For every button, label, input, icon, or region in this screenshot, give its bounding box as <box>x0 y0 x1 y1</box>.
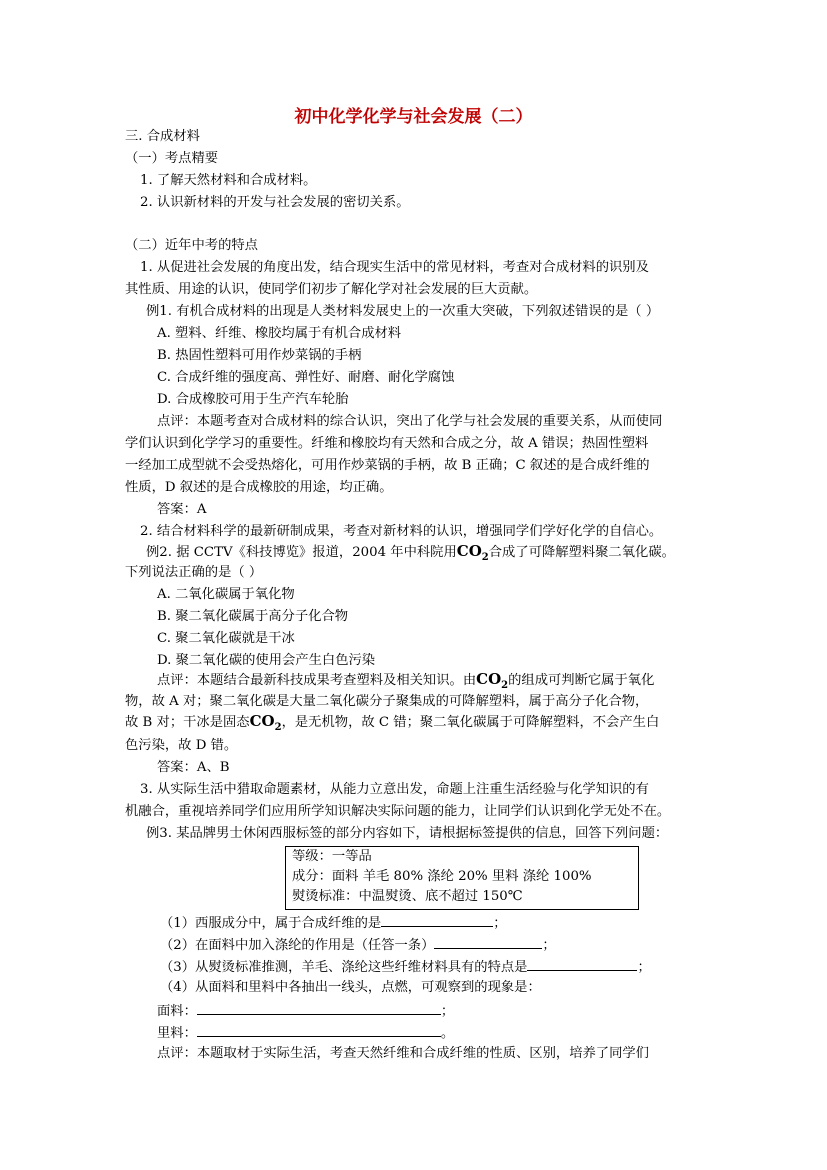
text: 例2. 据 CCTV《科技博览》报道，2004 年中科院用 <box>146 545 457 560</box>
formula-co2: $CO_2$ <box>249 712 282 733</box>
comment: 色污染，故 D 错。 <box>125 738 238 753</box>
text: 合成了可降解塑料聚二氧化碳。 <box>488 545 675 560</box>
comment: 性质，D 叙述的是合成橡胶的用途，均正确。 <box>125 480 393 495</box>
option: C. 合成纤维的强度高、弹性好、耐磨、耐化学腐蚀 <box>157 370 455 385</box>
answer-blank[interactable] <box>527 957 637 971</box>
part1-item: 1. 了解天然材料和合成材料。 <box>140 173 317 188</box>
garment-label <box>285 846 639 910</box>
example-2-question: 下列说法正确的是（ ） <box>125 565 263 580</box>
answer-blank[interactable] <box>434 935 542 949</box>
comment: 点评：本题结合最新科技成果考查塑料及相关知识。由$CO_2$的组成可判断它属于氧化 <box>157 670 655 691</box>
paragraph: 2. 结合材料科学的最新研制成果，考查对新材料的认识，增强同学们学好化学的自信心。 <box>140 524 663 539</box>
option: D. 合成橡胶可用于生产汽车轮胎 <box>157 392 349 407</box>
lining-answer-line: 里料： 。 <box>157 1023 454 1043</box>
label-composition: 成分：面料 羊毛 80% 涤纶 20% 里料 涤纶 100% <box>292 869 592 884</box>
document-title: 初中化学化学与社会发展（二） <box>294 107 533 127</box>
sub-question: （1）西服成分中，属于合成纤维的是 ； <box>160 913 507 933</box>
sub-question: （3）从熨烫标准推测，羊毛、涤纶这些纤维材料具有的特点是 ； <box>160 957 651 977</box>
example-3-question: 例3. 某品牌男士休闲西服标签的部分内容如下，请根据标签提供的信息，回答下列问题： <box>146 826 669 841</box>
answer-blank[interactable] <box>197 1001 441 1015</box>
comment: 一经加工成型就不会受热熔化，可用作炒菜锅的手柄，故 B 正确；C 叙述的是合成纤维的 <box>125 458 650 473</box>
example-1-question: 例1. 有机合成材料的出现是人类材料发展史上的一次重大突破，下列叙述错误的是（ ） <box>146 304 660 319</box>
comment: 学们认识到化学学习的重要性。纤维和橡胶均有天然和合成之分，故 A 错误；热固性塑料 <box>125 436 649 451</box>
option: C. 聚二氧化碳就是干冰 <box>157 631 295 646</box>
comment: 物，故 A 对；聚二氧化碳是大量二氧化碳分子聚集成的可降解塑料，属于高分子化合物， <box>125 694 649 709</box>
answer: 答案：A、B <box>157 760 230 775</box>
comment: 点评：本题取材于实际生活，考查天然纤维和合成纤维的性质、区别，培养了同学们 <box>157 1046 649 1061</box>
label-ironing: 熨烫标准：中温熨烫、底不超过 150℃ <box>292 889 523 904</box>
sub-question: （4）从面料和里料中各抽出一线头，点燃，可观察到的现象是： <box>160 980 541 995</box>
paragraph: 3. 从实际生活中猎取命题素材，从能力立意出发，命题上注重生活经验与化学知识的有 <box>140 782 649 797</box>
paragraph: 其性质、用途的认识，使同学们初步了解化学对社会发展的巨大贡献。 <box>125 282 538 297</box>
part1-heading: （一）考点精要 <box>125 151 219 166</box>
formula-co2: $CO_2$ <box>456 542 489 563</box>
paragraph: 机融合，重视培养同学们应用所学知识解决实际问题的能力，让同学们认识到化学无处不在。 <box>125 804 671 819</box>
paragraph: 1. 从促进社会发展的角度出发，结合现实生活中的常见材料，考查对合成材料的识别及 <box>140 260 649 275</box>
answer-blank[interactable] <box>197 1023 441 1037</box>
fabric-answer-line: 面料： ； <box>157 1001 454 1021</box>
option: A. 塑料、纤维、橡胶均属于有机合成材料 <box>157 326 402 341</box>
section-heading: 三. 合成材料 <box>125 129 200 144</box>
part2-heading: （二）近年中考的特点 <box>125 238 258 253</box>
answer-blank[interactable] <box>381 913 493 927</box>
comment: 点评：本题考查对合成材料的综合认识，突出了化学与社会发展的重要关系，从而使同 <box>157 414 663 429</box>
option: A. 二氧化碳属于氧化物 <box>157 587 295 602</box>
option: D. 聚二氧化碳的使用会产生白色污染 <box>157 653 376 668</box>
part1-item: 2. 认识新材料的开发与社会发展的密切关系。 <box>140 195 410 210</box>
formula-co2: $CO_2$ <box>476 670 509 691</box>
option: B. 热固性塑料可用作炒菜锅的手柄 <box>157 348 362 363</box>
option: B. 聚二氧化碳属于高分子化合物 <box>157 609 349 624</box>
comment: 故 B 对；干冰是固态$CO_2$，是无机物，故 C 错；聚二氧化碳属于可降解塑料，不会产生白 <box>125 712 660 733</box>
answer: 答案：A <box>157 502 207 517</box>
label-grade: 等级：一等品 <box>292 849 372 864</box>
sub-question: （2）在面料中加入涤纶的作用是（任答一条） ； <box>160 935 556 955</box>
